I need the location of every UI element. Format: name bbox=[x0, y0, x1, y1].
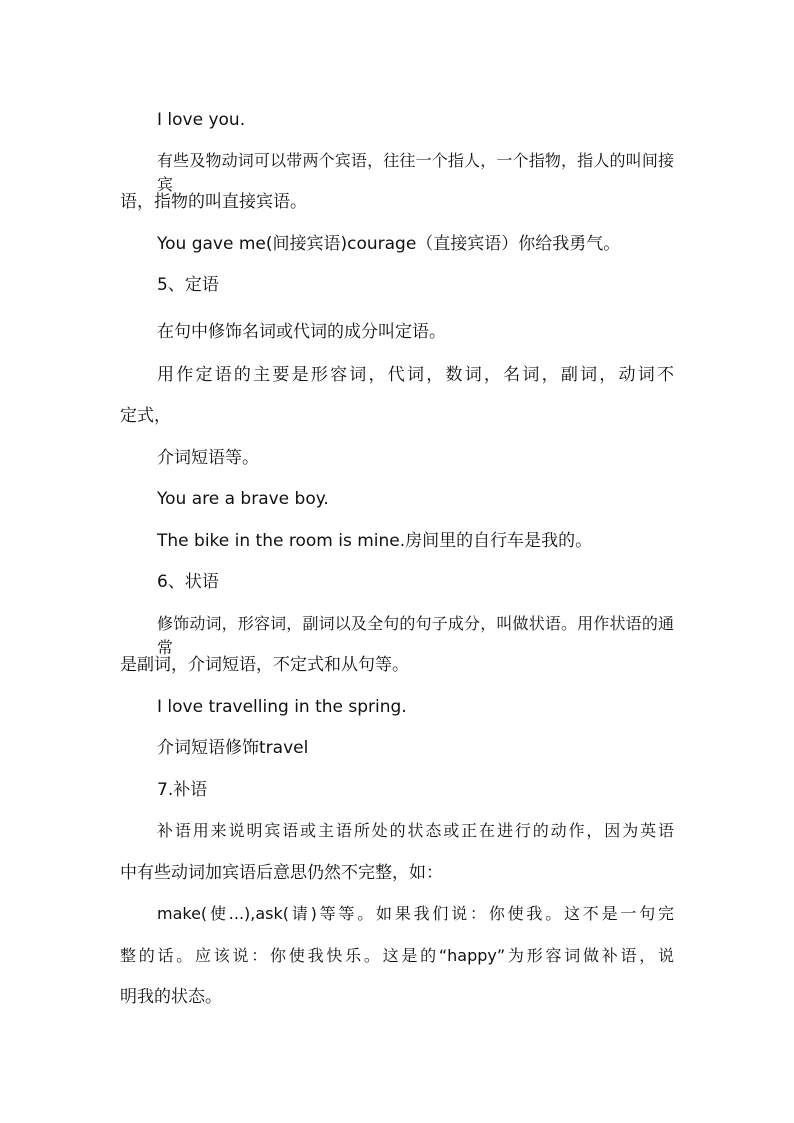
text-line-3: 语，指物的叫直接宾语。 bbox=[120, 192, 307, 212]
text-line-16: 介词短语修饰travel bbox=[157, 738, 309, 758]
section-heading-7: 7.补语 bbox=[157, 780, 208, 800]
section-heading-6: 6、状语 bbox=[157, 572, 219, 592]
text-line-13: 修饰动词，形容词，副词以及全句的句子成分，叫做状语。用作状语的通常 bbox=[157, 614, 674, 657]
text-line-2: 有些及物动词可以带两个宾语，往往一个指人，一个指物，指人的叫间接宾 bbox=[157, 151, 674, 194]
text-line-20: make(使...),ask(请)等等。如果我们说：你使我。这不是一句完 bbox=[157, 904, 674, 923]
text-line-19: 中有些动词加宾语后意思仍然不完整，如： bbox=[120, 863, 443, 883]
text-line-11: The bike in the room is mine.房间里的自行车是我的。 bbox=[157, 531, 593, 551]
text-line-9: 介词短语等。 bbox=[157, 448, 259, 468]
text-line-18: 补语用来说明宾语或主语所处的状态或正在进行的动作，因为英语 bbox=[157, 821, 674, 840]
text-line-15: I love travelling in the spring. bbox=[157, 697, 407, 717]
text-line-7: 用作定语的主要是形容词，代词，数词，名词，副词，动词不 bbox=[157, 365, 674, 385]
text-line-4: You gave me(间接宾语)courage（直接宾语）你给我勇气。 bbox=[157, 234, 621, 254]
text-line-10: You are a brave boy. bbox=[157, 489, 329, 509]
text-line-6: 在句中修饰名词或代词的成分叫定语。 bbox=[157, 322, 446, 342]
text-line-1: I love you. bbox=[157, 110, 246, 130]
section-heading-5: 5、定语 bbox=[157, 275, 219, 295]
text-line-21: 整的话。应该说：你使我快乐。这是的“happy”为形容词做补语，说 bbox=[120, 946, 674, 965]
text-line-8: 定式， bbox=[120, 406, 171, 426]
text-line-22: 明我的状态。 bbox=[120, 987, 222, 1007]
text-line-14: 是副词，介词短语，不定式和从句等。 bbox=[120, 655, 409, 675]
